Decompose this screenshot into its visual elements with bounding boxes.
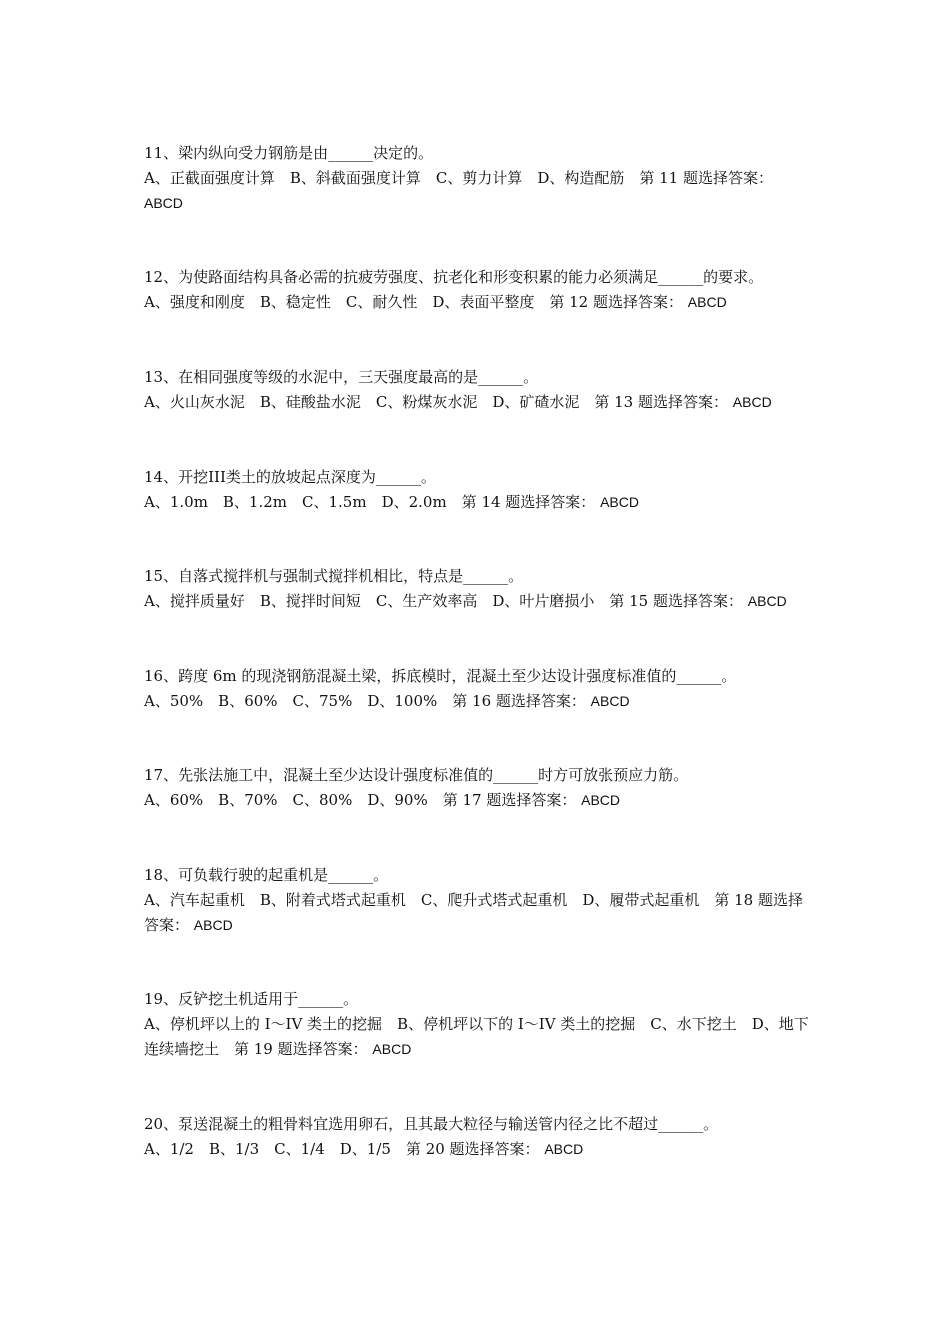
question-stem: 13、在相同强度等级的水泥中，三天强度最高的是______。 (144, 368, 539, 386)
question-11 (144, 141, 812, 216)
question-stem: 19、反铲挖土机适用于______。 (144, 990, 359, 1008)
options-text: A、火山灰水泥 B、硅酸盐水泥 C、粉煤灰水泥 D、矿碴水泥 第 13 题选择答案： (144, 393, 728, 411)
answer-text: ABCD (747, 593, 787, 609)
question-12 (144, 265, 812, 315)
question-14 (144, 465, 812, 515)
answer-text: ABCD (600, 494, 639, 510)
question-stem: 12、为使路面结构具备必需的抗疲劳强度、抗老化和形变积累的能力必须满足______的要求。 (144, 268, 764, 286)
question-stem: 11、梁内纵向受力钢筋是由______决定的。 (144, 144, 434, 162)
question-stem: 20、泵送混凝土的粗骨料宜选用卵石，且其最大粒径与输送管内径之比不超过______。 (144, 1115, 719, 1133)
question-20 (144, 1112, 812, 1162)
question-stem: 15、自落式搅拌机与强制式搅拌机相比，特点是______。 (144, 567, 524, 585)
question-stem: 17、先张法施工中，混凝土至少达设计强度标准值的______时方可放张预应力筋。 (144, 766, 689, 784)
question-options (144, 290, 812, 315)
question-15 (144, 564, 812, 614)
answer-text: ABCD (732, 394, 772, 410)
question-options (144, 1137, 812, 1162)
answer-text: ABCD (687, 294, 727, 310)
question-13 (144, 365, 812, 415)
question-19 (144, 987, 812, 1062)
options-text: A、强度和刚度 B、稳定性 C、耐久性 D、表面平整度 第 12 题选择答案： (144, 293, 683, 311)
question-options (144, 589, 812, 614)
options-text: A、正截面强度计算 B、斜截面强度计算 C、剪力计算 D、构造配筋 第 11 题选择答案： (144, 169, 773, 187)
answer-text: ABCD (544, 1141, 584, 1157)
question-options (144, 1012, 812, 1062)
options-text: A、1/2 B、1/3 C、1/4 D、1/5 第 20 题选择答案： (144, 1140, 540, 1158)
options-text: A、50% B、60% C、75% D、100% 第 16 题选择答案： (144, 692, 586, 710)
question-options (144, 390, 812, 415)
question-18 (144, 863, 812, 938)
options-text: A、搅拌质量好 B、搅拌时间短 C、生产效率高 D、叶片磨损小 第 15 题选择答案： (144, 592, 743, 610)
question-options (144, 888, 812, 938)
question-16 (144, 664, 812, 714)
answer-text: ABCD (372, 1041, 412, 1057)
question-17 (144, 763, 812, 813)
options-text: A、1.0m B、1.2m C、1.5m D、2.0m 第 14 题选择答案： (144, 493, 596, 511)
answer-text: ABCD (590, 693, 630, 709)
answer-text: ABCD (581, 792, 621, 808)
answer-text: ABCD (144, 195, 183, 211)
options-text: A、停机坪以上的 I～IV 类土的挖掘 B、停机坪以下的 I～IV 类土的挖掘 C、水下挖土 D、地下连续墙挖土 第 19 题选择答案： (144, 1015, 809, 1058)
question-options (144, 166, 812, 216)
question-stem: 18、可负载行驶的起重机是______。 (144, 866, 389, 884)
question-stem: 14、开挖III类土的放坡起点深度为______。 (144, 468, 436, 486)
question-options (144, 490, 812, 515)
options-text: A、汽车起重机 B、附着式塔式起重机 C、爬升式塔式起重机 D、履带式起重机 第 18 题选择答案： (144, 891, 803, 934)
question-options (144, 788, 812, 813)
options-text: A、60% B、70% C、80% D、90% 第 17 题选择答案： (144, 791, 577, 809)
answer-text: ABCD (193, 917, 233, 933)
question-stem: 16、跨度 6m 的现浇钢筋混凝土梁，拆底模时，混凝土至少达设计强度标准值的______。 (144, 667, 737, 685)
question-options (144, 689, 812, 714)
